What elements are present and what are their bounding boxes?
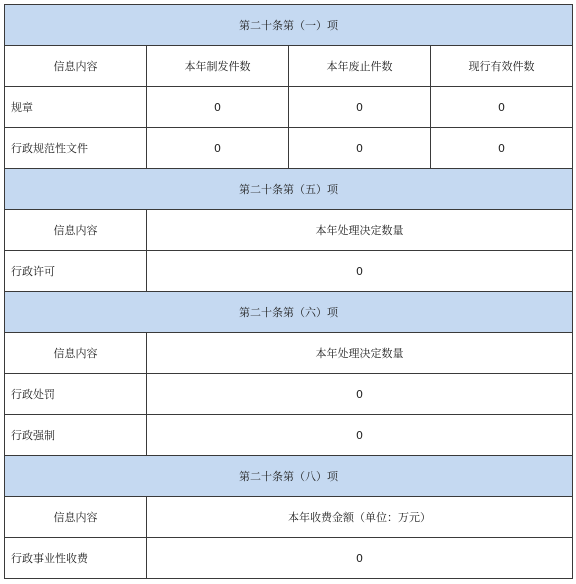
row-label: 行政强制	[5, 415, 147, 456]
column-header-info: 信息内容	[5, 497, 147, 538]
cell-value: 0	[431, 87, 573, 128]
table-row	[5, 538, 573, 579]
section-header-row	[5, 5, 573, 46]
cell-value: 0	[147, 87, 289, 128]
cell-value: 0	[431, 128, 573, 169]
column-header-row	[5, 210, 573, 251]
column-header-count: 本年处理决定数量	[147, 210, 573, 251]
section-title: 第二十条第（五）项	[5, 169, 573, 210]
column-header-row	[5, 497, 573, 538]
column-header-row	[5, 333, 573, 374]
table-row	[5, 251, 573, 292]
cell-value: 0	[289, 87, 431, 128]
row-label: 行政处罚	[5, 374, 147, 415]
disclosure-table	[4, 4, 573, 579]
row-label: 规章	[5, 87, 147, 128]
column-header-valid: 现行有效件数	[431, 46, 573, 87]
column-header-issued: 本年制发件数	[147, 46, 289, 87]
cell-value: 0	[147, 251, 573, 292]
column-header-amount: 本年收费金额（单位：万元）	[147, 497, 573, 538]
table-row	[5, 128, 573, 169]
section-title: 第二十条第（八）项	[5, 456, 573, 497]
cell-value: 0	[147, 128, 289, 169]
section-header-row	[5, 169, 573, 210]
table-row	[5, 415, 573, 456]
section-header-row	[5, 292, 573, 333]
cell-value: 0	[147, 538, 573, 579]
column-header-info: 信息内容	[5, 333, 147, 374]
section-title: 第二十条第（一）项	[5, 5, 573, 46]
column-header-count: 本年处理决定数量	[147, 333, 573, 374]
section-title: 第二十条第（六）项	[5, 292, 573, 333]
table-row	[5, 87, 573, 128]
table-row	[5, 374, 573, 415]
column-header-info: 信息内容	[5, 46, 147, 87]
cell-value: 0	[147, 374, 573, 415]
cell-value: 0	[289, 128, 431, 169]
column-header-row	[5, 46, 573, 87]
row-label: 行政许可	[5, 251, 147, 292]
column-header-abolished: 本年废止件数	[289, 46, 431, 87]
row-label: 行政规范性文件	[5, 128, 147, 169]
cell-value: 0	[147, 415, 573, 456]
row-label: 行政事业性收费	[5, 538, 147, 579]
column-header-info: 信息内容	[5, 210, 147, 251]
section-header-row	[5, 456, 573, 497]
